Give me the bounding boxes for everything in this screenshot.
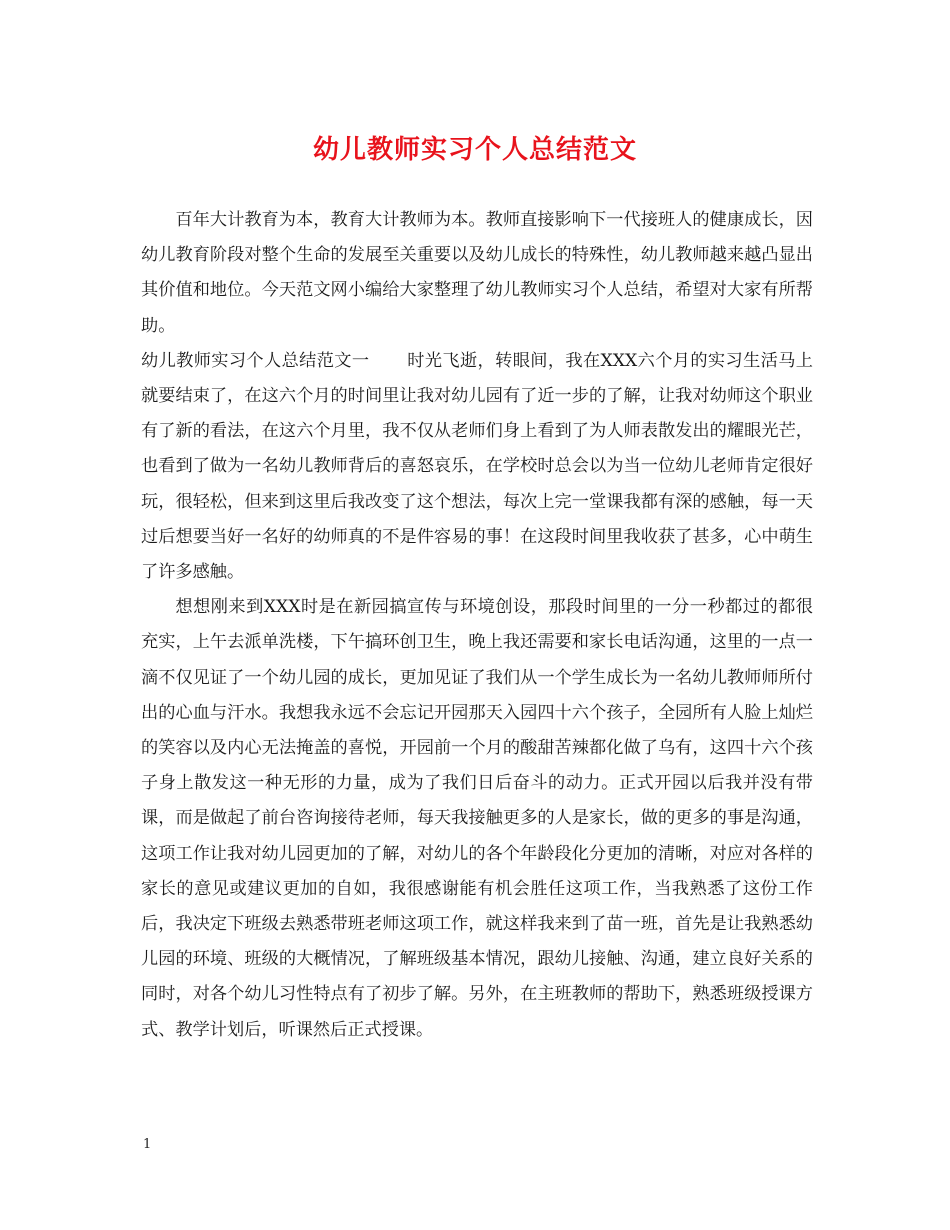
intro-paragraph: 百年大计教育为本，教育大计教师为本。教师直接影响下一代接班人的健康成长，因幼儿教育阶段对整个生命的发展至关重要以及幼儿成长的特殊性，幼儿教师越来越凸显出其价值和地位。今天范文网小编给大家整理了幼儿教师实习个人总结，希望对大家有所帮助。: [141, 210, 813, 336]
section-label: 幼儿教师实习个人总结范文一: [141, 350, 370, 371]
document-body: [141, 203, 813, 1048]
body-paragraph: 想想刚来到XXX时是在新园搞宣传与环境创设，那段时间里的一分一秒都过的都很充实，上午去派单洗楼，下午搞环创卫生，晚上我还需要和家长电话沟通，这里的一点一滴不仅见证了一个幼儿园的成长，更加见证了我们从一个学生成长为一名幼儿教师师所付出的心血与汗水。我想我永远不会忘记开园那天入园四十六个孩子，全园所有人脸上灿烂的笑容以及内心无法掩盖的喜悦，开园前一个月的酸甜苦辣都化做了乌有，这四十六个孩子身上散发这一种无形的力量，成为了我们日后奋斗的动力。正式开园以后我并没有带课，而是做起了前台咨询接待老师，每天我接触更多的人是家长，做的更多的事是沟通，这项工作让我对幼儿园更加的了解，对幼儿的各个年龄段化分更加的清晰，对应对各样的家长的意见或建议更加的自如，我很感谢能有机会胜任这项工作，当我熟悉了这份工作后，我决定下班级去熟悉带班老师这项工作，就这样我来到了苗一班，首先是让我熟悉幼儿园的环境、班级的大概情况，了解班级基本情况，跟幼儿接触、沟通，建立良好关系的同时，对各个幼儿习性特点有了初步了解。另外，在主班教师的帮助下，熟悉班级授课方式、教学计划后，听课然后正式授课。: [141, 597, 813, 1040]
document-title: 幼儿教师实习个人总结范文: [312, 135, 637, 165]
section-text: 时光飞逝，转眼间，我在XXX六个月的实习生活马上就要结束了，在这六个月的时间里让我对幼儿园有了近一步的了解，让我对幼师这个职业有了新的看法，在这六个月里，我不仅从老师们身上看到了为人师表散发出的耀眼光芒，也看到了做为一名幼儿教师背后的喜怒哀乐，在学校时总会以为当一位幼儿老师肯定很好玩，很轻松，但来到这里后我改变了这个想法，每次上完一堂课我都有深的感触，每一天过后想要当好一名好的幼师真的不是件容易的事！在这段时间里我收获了甚多，心中萌生了许多感触。: [141, 350, 813, 583]
page-number: 1: [143, 1137, 152, 1152]
section-one-paragraph: [141, 344, 813, 590]
